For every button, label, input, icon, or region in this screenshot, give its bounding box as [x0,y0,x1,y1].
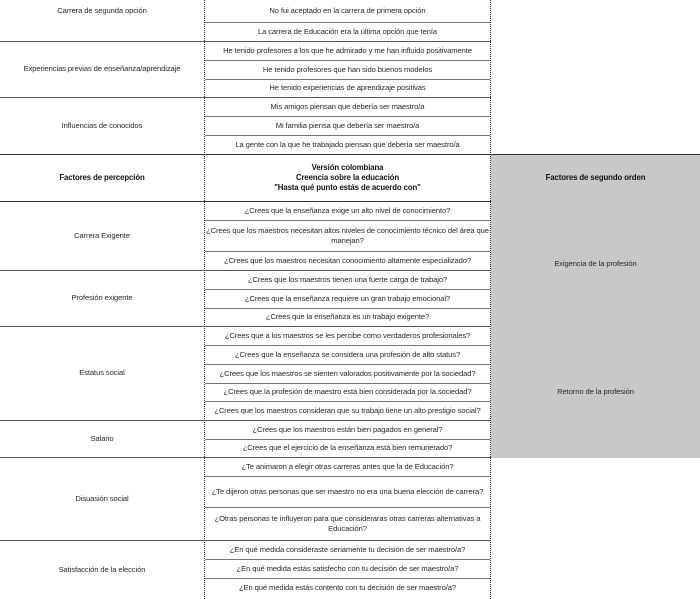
factor-label: Carrera de segunda opción [57,6,147,16]
header-line: Creencia sobre la educación [295,173,400,183]
item-text: Mis amigos piensan que debería ser maestro/a [270,101,425,111]
item-text: ¿Crees que la enseñanza requiere un gran trabajo emocional? [244,293,451,303]
item-text: ¿Crees que el ejercicio de la enseñanza está bien remunerado? [242,443,453,453]
item-text: La carrera de Educación era la última opción que tenía [257,26,438,36]
item-text: La gente con la que he trabajado piensan que debería ser maestro/a [235,139,460,149]
item-text: ¿Crees que los maestros se sienten valorados positivamente por la sociedad? [219,368,476,378]
item-text: ¿En qué medida estás satisfecho con tu decisión de ser maestro/a? [236,563,459,573]
item-text: ¿Crees que a los maestros se les percibe como verdaderos profesionales? [224,330,471,340]
item-text: ¿Te dijeron otras personas que ser maestro no era una buena elección de carrera? [211,486,484,496]
factor-label: Experiencias previas de enseñanza/aprendizaje [23,64,181,74]
second-order-retorno: Retorno de la profesión [557,386,634,396]
item-text: Mi familia piensa que debería ser maestro/a [275,120,420,130]
item-text: ¿Crees que la enseñanza se considera una profesión de alto status? [234,349,461,359]
item-text: ¿Crees que la profesión de maestro está bien considerada por la sociedad? [223,387,472,397]
item-text: ¿Crees que los maestros están bien pagados en general? [252,424,443,434]
item-text: ¿En qué medida consideraste seriamente tu decisión de ser maestro/a? [229,544,466,554]
item-text: ¿Crees que los maestros necesitan altos niveles de conocimiento técnico del área que manejan? [206,226,489,245]
item-text: He tenido experiencias de aprendizaje positivas [269,83,426,93]
factor-label: Disuasión social [75,493,129,503]
factor-label: Profesión exigente [71,293,133,303]
item-text: ¿Te animaron a elegir otras carreras antes que la de Educación? [241,461,454,471]
header-factores-percepcion: Factores de percepción [59,173,145,183]
item-text: ¿Crees que la enseñanza es un trabajo exigente? [265,312,430,322]
header-factores-segundo-orden: Factores de segundo orden [545,173,646,183]
factor-label: Satisfacción de la elección [58,564,146,574]
item-text: No fui aceptado en la carrera de primera opción [269,6,426,16]
header-line: "Hasta qué punto estás de acuerdo con" [274,182,421,192]
item-text: He tenido profesores a los que he admirado y me han influido positivamente [223,45,472,55]
item-text: ¿Otras personas te influyeron para que consideraras otras carreras alternativas a Educación? [214,514,481,533]
item-text: ¿En qué medida estás contento con tu decisión de ser maestro/a? [238,582,456,592]
item-text: He tenido profesores que han sido buenos modelos [262,64,433,74]
factor-label: Salario [90,433,114,443]
item-text: ¿Crees que la enseñanza exige un alto nivel de conocimiento? [244,205,451,215]
second-order-exigencia: Exigencia de la profesión [554,258,637,268]
item-text: ¿Crees que los maestros necesitan conocimiento altamente especializado? [223,255,471,265]
header-line: Versión colombiana [311,163,384,173]
item-text: ¿Crees que los maestros tienen una fuerte carga de trabajo? [247,274,448,284]
header-version-colombiana [204,155,491,201]
factor-label: Influencias de conocidos [61,120,143,130]
factor-label: Carrera Exigente [74,230,130,240]
factor-label: Estatus social [79,368,125,378]
item-text: ¿Crees que los maestros consideran que su trabajo tiene un alto prestigio social? [214,405,481,415]
